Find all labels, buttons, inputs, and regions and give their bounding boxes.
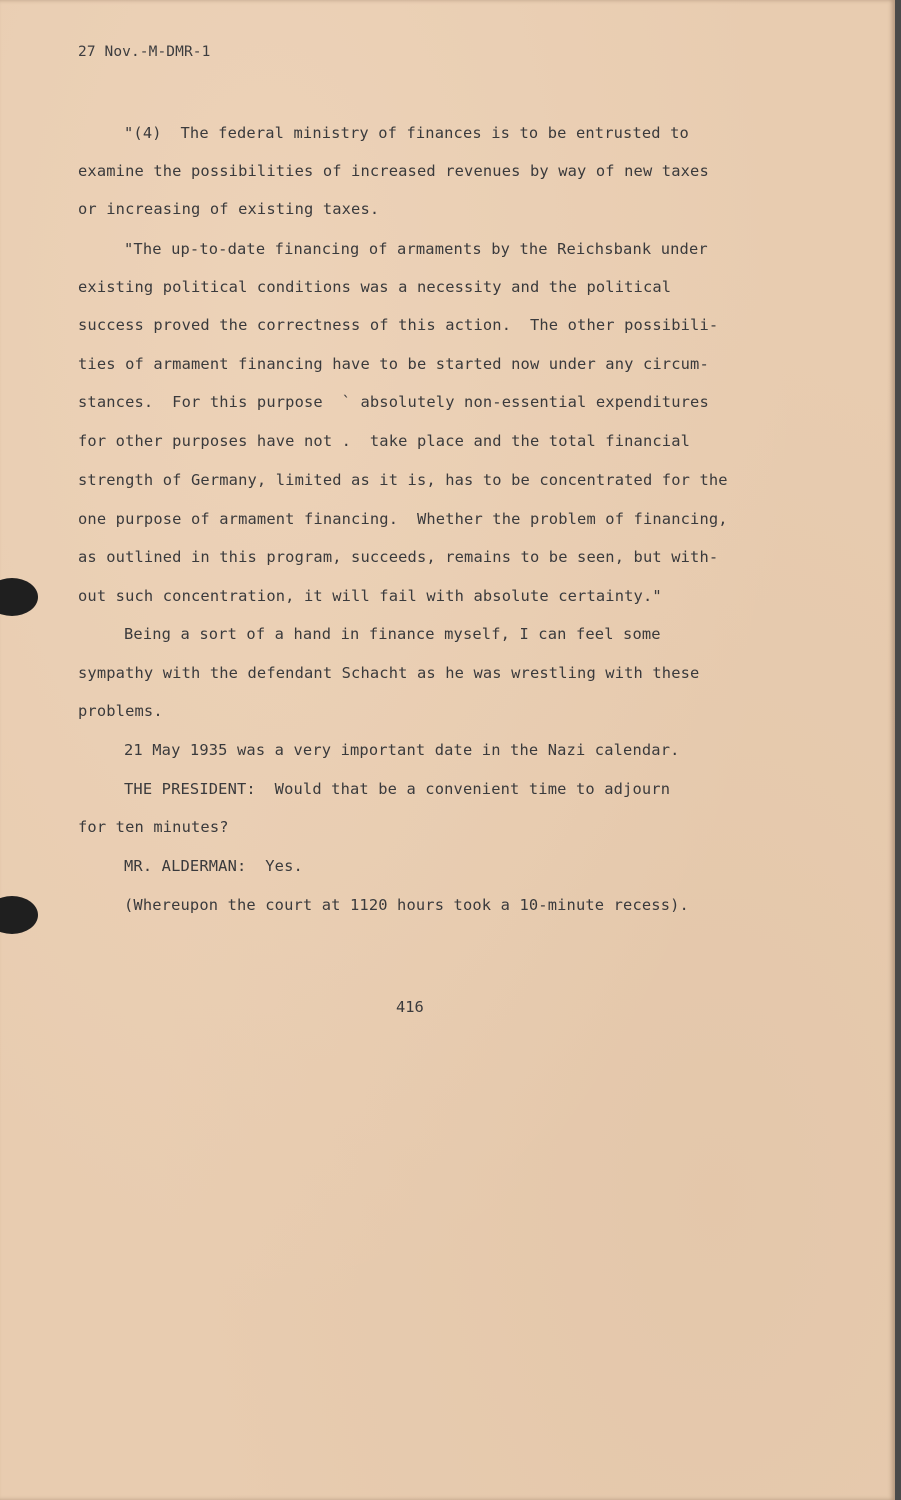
text-line: "(4) The federal ministry of finances is to be entrusted to [124, 124, 689, 142]
document-header: 27 Nov.-M-DMR-1 [78, 44, 211, 60]
text-line: for other purposes have not . take place and the total financial [78, 432, 691, 450]
text-line: stances. For this purpose ` absolutely non-essential expenditures [78, 393, 709, 411]
text-line: Being a sort of a hand in finance myself, I can feel some [124, 625, 661, 643]
text-line: for ten minutes? [78, 818, 229, 836]
text-line: or increasing of existing taxes. [78, 200, 380, 218]
text-line: "The up-to-date financing of armaments by the Reichsbank under [124, 240, 708, 258]
text-line: sympathy with the defendant Schacht as he was wrestling with these [78, 664, 700, 682]
text-line: problems. [78, 702, 163, 720]
page-number: 416 [396, 998, 424, 1016]
text-line: out such concentration, it will fail with absolute certainty." [78, 587, 662, 605]
text-line: success proved the correctness of this action. The other possibili- [78, 316, 719, 334]
text-line: one purpose of armament financing. Whether the problem of financing, [78, 510, 728, 528]
text-line: ties of armament financing have to be started now under any circum- [78, 355, 709, 373]
text-line: (Whereupon the court at 1120 hours took a 10-minute recess). [124, 896, 689, 914]
punch-hole-upper [0, 578, 38, 616]
text-line: existing political conditions was a necessity and the political [78, 278, 672, 296]
page-edge-shadow [895, 0, 901, 1500]
text-line: 21 May 1935 was a very important date in the Nazi calendar. [124, 741, 680, 759]
text-line: as outlined in this program, succeeds, remains to be seen, but with- [78, 548, 719, 566]
text-line: strength of Germany, limited as it is, has to be concentrated for the [78, 471, 728, 489]
text-line: examine the possibilities of increased revenues by way of new taxes [78, 162, 709, 180]
punch-hole-lower [0, 896, 38, 934]
text-line: MR. ALDERMAN: Yes. [124, 857, 303, 875]
text-line: THE PRESIDENT: Would that be a convenient time to adjourn [124, 780, 671, 798]
